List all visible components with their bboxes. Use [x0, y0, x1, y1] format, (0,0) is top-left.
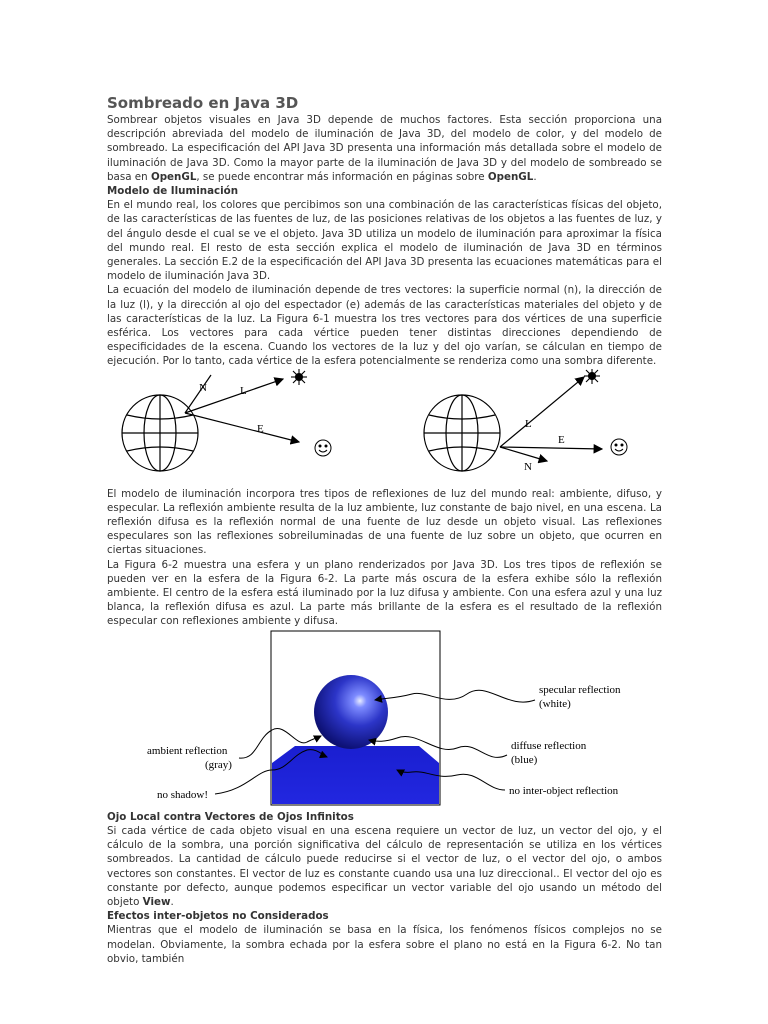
figure-rendered-sphere: [107, 630, 662, 810]
intro-text-1: Sombrear objetos visuales en Java 3D depende de muchos factores. Esta sección proporciona una descripción abreviada del modelo de iluminación de Java 3D, del modelo de color, y del modelo de sombreado. La especificación del API Java 3D presenta una información más detallada sobre el modelo de iluminación de Java 3D. Como la mayor parte de la iluminación de Java 3D y del modelo de sombreado se basa en: [107, 114, 662, 183]
reflection-paragraph-2: La Figura 6-2 muestra una esfera y un plano renderizados por Java 3D. Los tres tipos de reflexión se pueden ver en la esfera de la Figura 6-2. La parte más oscura de la esfera exhibe sólo la reflexión ambiente. El centro de la esfera está iluminado por la luz difusa y ambiente. Con una esfera azul y una luz blanca, la reflexión difusa es azul. La parte más brillante de la esfera es el resultado de la reflexión especular con reflexiones ambiente y difusa.: [107, 558, 662, 628]
right-eye-vector: [500, 447, 602, 449]
document-page: [107, 94, 662, 966]
right-sun-icon: [584, 369, 600, 384]
intro-text-3: .: [533, 170, 537, 183]
intro-text-2: , se puede encontrar más información en páginas sobre: [196, 170, 488, 183]
left-sphere: [122, 395, 198, 471]
no-inter-object-label: no inter-object reflection: [509, 784, 619, 797]
figure-vectors: [107, 369, 662, 487]
eye-vectors-text-end: .: [170, 895, 174, 908]
left-eye-vector: [185, 413, 299, 442]
opengl-bold-2: OpenGL: [487, 170, 534, 183]
right-n-label: N: [524, 460, 532, 473]
opengl-bold-1: OpenGL: [150, 170, 197, 183]
ambient-label-2: (gray): [205, 758, 232, 771]
inter-object-paragraph: Mientras que el modelo de iluminación se basa en la física, los fenómenos físicos complejos no se modelan. Obviamente, la sombra echada por la esfera sobre el plano no está en la Figura 6-2. No tan obvio, también: [107, 924, 662, 965]
specular-label-2: (white): [539, 697, 571, 710]
ambient-label-1: ambient reflection: [147, 744, 228, 757]
specular-label-1: specular reflection: [539, 683, 621, 696]
rendered-plane: [272, 746, 439, 804]
section-heading-inter-object: Efectos inter-objetos no Considerados: [107, 910, 329, 923]
right-l-label: L: [525, 417, 532, 430]
left-l-label: L: [240, 384, 247, 397]
eye-vectors-paragraph: [107, 824, 662, 909]
intro-paragraph: [107, 113, 662, 184]
lighting-paragraph-1: En el mundo real, los colores que percibimos son una combinación de las características físicas del objeto, de las características de las fuentes de luz, de las posiciones relativas de los objetos a las fuentes de luz, y del ángulo desde el cual se ve el objeto. Java 3D utiliza un modelo de iluminación para aproximar la física del mundo real. El resto de esta sección explica el modelo de iluminación de Java 3D en términos generales. La sección E.2 de la especificación del API Java 3D presenta las ecuaciones matemáticas para el modelo de iluminación Java 3D.: [107, 199, 662, 283]
right-light-vector: [500, 377, 584, 447]
left-sun-icon: [291, 369, 307, 385]
page-title: Sombreado en Java 3D: [107, 94, 299, 112]
right-normal-vector: [500, 447, 547, 461]
left-e-label: E: [257, 422, 264, 435]
left-eye-smiley-icon: [315, 440, 331, 456]
right-e-label: E: [558, 433, 565, 446]
section-heading-eye-vectors: Ojo Local contra Vectores de Ojos Infinitos: [107, 810, 354, 823]
no-shadow-label: no shadow!: [157, 788, 209, 801]
rendered-sphere: [314, 675, 388, 749]
eye-vectors-text: Si cada vértice de cada objeto visual en una escena requiere un vector de luz, un vector del ojo, y el cálculo de la sombra, una porción significativa del cálculo de representación se utiliza en los vértices sombreados. La cantidad de cálculo puede reducirse si el vector de luz, o el vector del ojo, o ambos vectores son constantes. El vector de luz es constante cuando usa una luz direccional.. El vector del ojo es constante por defecto, aunque podemos especificar un vector variable del ojo usando un método del objeto: [107, 824, 662, 908]
diffuse-label-2: (blue): [511, 753, 538, 766]
section-heading-lighting-model: Modelo de Iluminación: [107, 185, 239, 198]
right-sphere: [424, 395, 500, 471]
left-normal-vector: [185, 375, 211, 413]
diffuse-label-1: diffuse reflection: [511, 739, 587, 752]
right-eye-smiley-icon: [611, 439, 627, 455]
left-n-label: N: [199, 381, 207, 394]
lighting-paragraph-2: La ecuación del modelo de iluminación depende de tres vectores: la superficie normal (n), la dirección de la luz (l), y la dirección al ojo del espectador (e) además de las características materiales del objeto y de las características de la luz. La Figura 6-1 muestra los tres vectores para dos vértices de una superficie esférica. Los vectores para cada vértice pueden tener distintas direcciones dependiendo de especificidades de la escena. Cuando los vectores de la luz y del ojo varían, se cálculan en tiempo de ejecución. Por lo tanto, cada vértice de la esfera potencialmente se renderiza como una sombra diferente.: [107, 284, 662, 368]
view-bold: View: [142, 895, 171, 908]
reflection-paragraph-1: El modelo de iluminación incorpora tres tipos de reflexiones de luz del mundo real: ambiente, difuso, y especular. La reflexión ambiente resulta de la luz ambiente, luz constante de bajo nivel, en una escena. La reflexión difusa es la reflexión normal de una fuente de luz desde un objeto visual. Las reflexiones especulares son las reflexiones sobreiluminadas de una fuente de luz sobre un objeto, que ocurren en ciertas situaciones.: [107, 487, 662, 557]
